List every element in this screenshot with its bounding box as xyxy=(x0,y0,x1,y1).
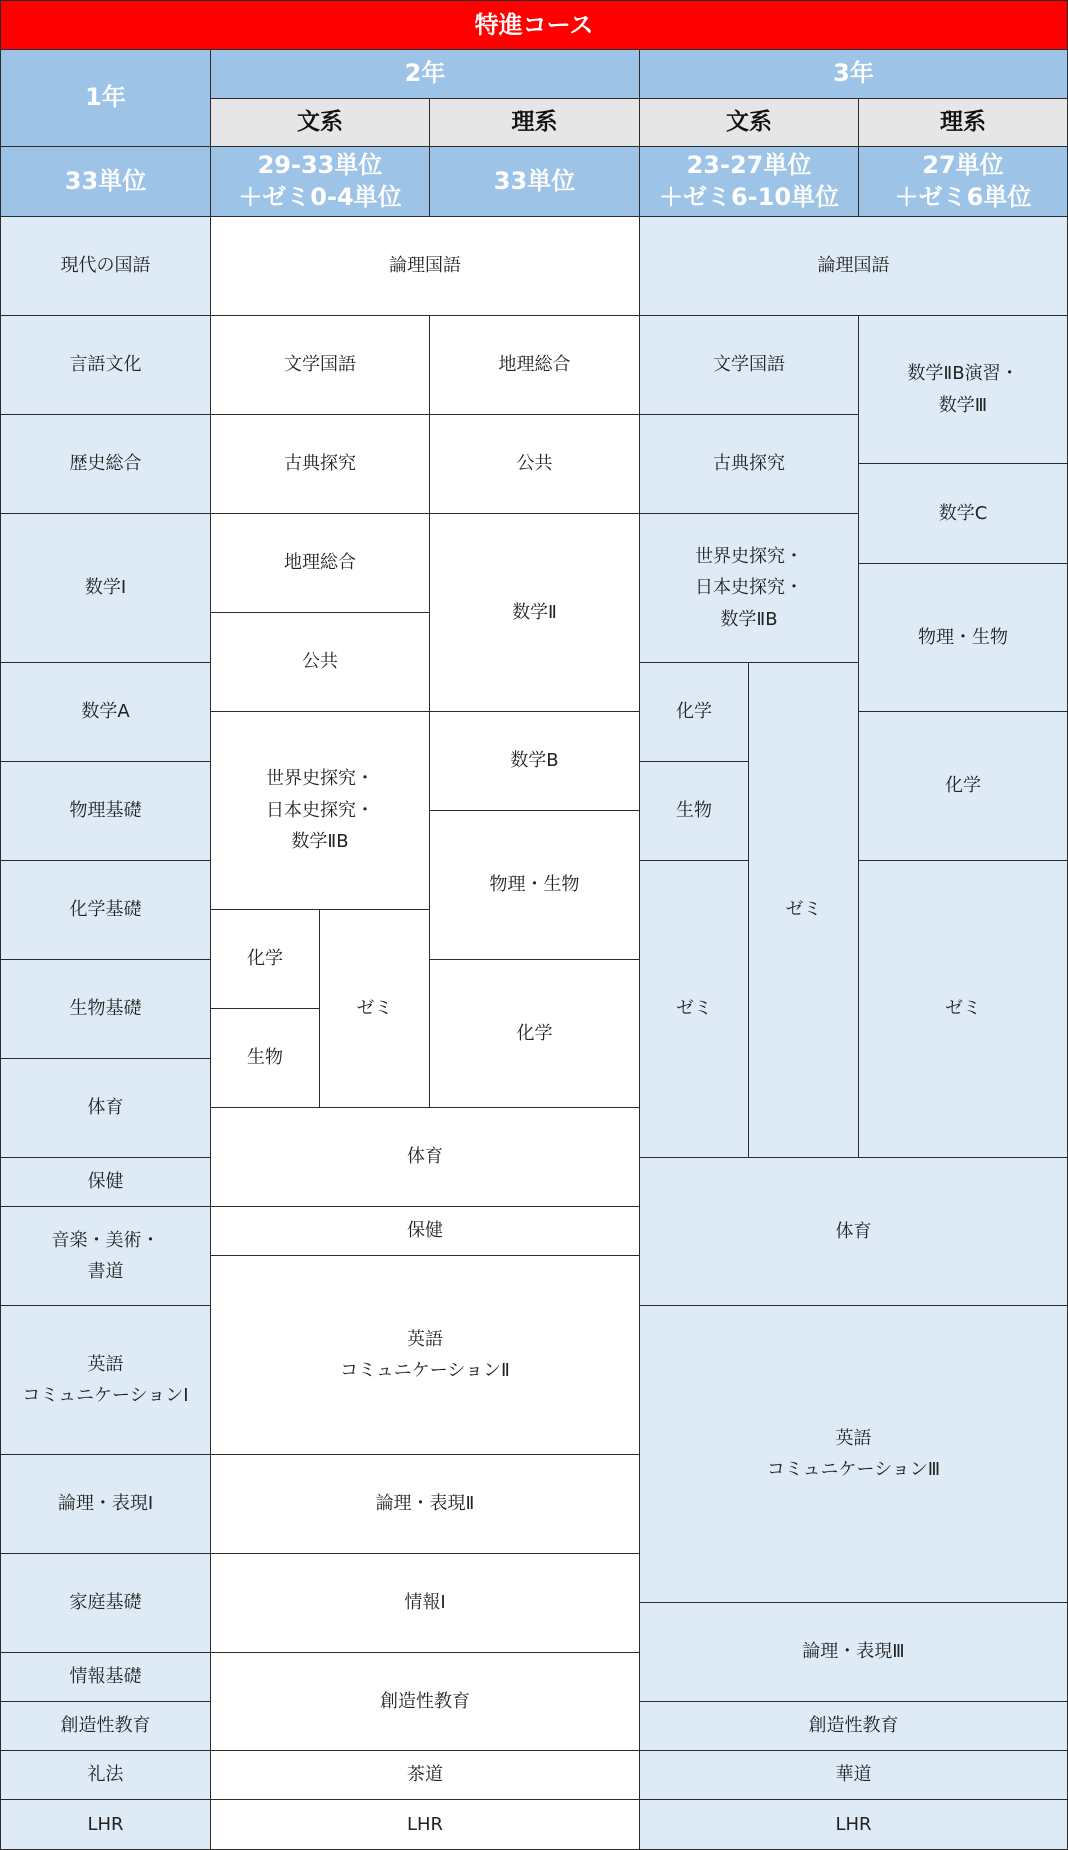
y1-subject: 礼法 xyxy=(0,1750,211,1800)
y3-shared-subject: 論理・表現Ⅲ xyxy=(639,1602,1068,1702)
y3-bunkei-zemi: ゼミ xyxy=(748,662,859,1158)
y3-bunkei-subject: 古典探究 xyxy=(639,414,859,514)
y1-subject: 化学基礎 xyxy=(0,860,211,960)
y2-shared-subject: 論理国語 xyxy=(210,216,640,316)
year2-rikei-header: 理系 xyxy=(429,98,640,147)
y2-shared-subject: 論理・表現Ⅱ xyxy=(210,1454,640,1554)
year1-units: 33単位 xyxy=(0,146,211,217)
year3-bunkei-header: 文系 xyxy=(639,98,859,147)
y2-rikei-subject: 地理総合 xyxy=(429,315,640,415)
y3-bunkei-subject: 生物 xyxy=(639,761,749,861)
y3-bunkei-subject: 世界史探究・ 日本史探究・ 数学ⅡB xyxy=(639,513,859,663)
year2-bunkei-header: 文系 xyxy=(210,98,430,147)
y1-subject: LHR xyxy=(0,1799,211,1850)
y3-shared-subject: LHR xyxy=(639,1799,1068,1850)
y1-subject: 音楽・美術・ 書道 xyxy=(0,1206,211,1306)
y1-subject: 歴史総合 xyxy=(0,414,211,514)
y3-rikei-subject: 物理・生物 xyxy=(858,563,1068,712)
y2-shared-subject: LHR xyxy=(210,1799,640,1850)
y3-rikei-subject: 数学C xyxy=(858,463,1068,564)
y1-subject: 英語 コミュニケーションⅠ xyxy=(0,1305,211,1455)
y2-rikei-subject: 公共 xyxy=(429,414,640,514)
course-title: 特進コース xyxy=(0,0,1068,50)
y3-rikei-subject: 化学 xyxy=(858,711,1068,861)
y2-rikei-subject: 化学 xyxy=(429,959,640,1108)
y3-shared-subject: 体育 xyxy=(639,1157,1068,1306)
year3-rikei-header: 理系 xyxy=(858,98,1068,147)
y2-rikei-subject: 数学B xyxy=(429,711,640,811)
y2-shared-subject: 創造性教育 xyxy=(210,1652,640,1751)
year2-bunkei-units: 29-33単位 ＋ゼミ0-4単位 xyxy=(210,146,430,217)
year2-rikei-units: 33単位 xyxy=(429,146,640,217)
y1-subject: 数学I xyxy=(0,513,211,663)
y2-bunkei-subject: 生物 xyxy=(210,1008,320,1108)
y2-shared-subject: 保健 xyxy=(210,1206,640,1256)
y2-rikei-subject: 物理・生物 xyxy=(429,810,640,960)
year2-header: 2年 xyxy=(210,49,640,99)
y2-shared-subject: 体育 xyxy=(210,1107,640,1207)
y1-subject: 論理・表現Ⅰ xyxy=(0,1454,211,1554)
y3-rikei-subject: 数学ⅡB演習・ 数学Ⅲ xyxy=(858,315,1068,464)
y1-subject: 現代の国語 xyxy=(0,216,211,316)
y1-subject: 情報基礎 xyxy=(0,1652,211,1702)
y3-rikei-zemi: ゼミ xyxy=(858,860,1068,1158)
y3-shared-subject: 創造性教育 xyxy=(639,1701,1068,1751)
y2-shared-subject: 情報Ⅰ xyxy=(210,1553,640,1653)
y2-bunkei-subject: 地理総合 xyxy=(210,513,430,613)
y3-shared-subject: 華道 xyxy=(639,1750,1068,1800)
y3-bunkei-subject: 化学 xyxy=(639,662,749,762)
y3-shared-subject: 論理国語 xyxy=(639,216,1068,316)
y1-subject: 体育 xyxy=(0,1058,211,1158)
y2-bunkei-subject: 公共 xyxy=(210,612,430,712)
y1-subject: 保健 xyxy=(0,1157,211,1207)
y3-bunkei-zemi: ゼミ xyxy=(639,860,749,1158)
y3-bunkei-subject: 文学国語 xyxy=(639,315,859,415)
y1-subject: 数学A xyxy=(0,662,211,762)
y3-shared-subject: 英語 コミュニケーションⅢ xyxy=(639,1305,1068,1603)
y1-subject: 物理基礎 xyxy=(0,761,211,861)
y2-bunkei-subject: 世界史探究・ 日本史探究・ 数学ⅡB xyxy=(210,711,430,910)
y2-bunkei-zemi: ゼミ xyxy=(319,909,430,1108)
y2-shared-subject: 英語 コミュニケーションⅡ xyxy=(210,1255,640,1455)
y2-bunkei-subject: 古典探究 xyxy=(210,414,430,514)
year1-header: 1年 xyxy=(0,49,211,147)
year3-header: 3年 xyxy=(639,49,1068,99)
year3-bunkei-units: 23-27単位 ＋ゼミ6-10単位 xyxy=(639,146,859,217)
y1-subject: 創造性教育 xyxy=(0,1701,211,1751)
y2-rikei-subject: 数学Ⅱ xyxy=(429,513,640,712)
y1-subject: 家庭基礎 xyxy=(0,1553,211,1653)
year3-rikei-units: 27単位 ＋ゼミ6単位 xyxy=(858,146,1068,217)
y2-bunkei-subject: 文学国語 xyxy=(210,315,430,415)
y1-subject: 生物基礎 xyxy=(0,959,211,1059)
y2-bunkei-subject: 化学 xyxy=(210,909,320,1009)
y1-subject: 言語文化 xyxy=(0,315,211,415)
y2-shared-subject: 茶道 xyxy=(210,1750,640,1800)
